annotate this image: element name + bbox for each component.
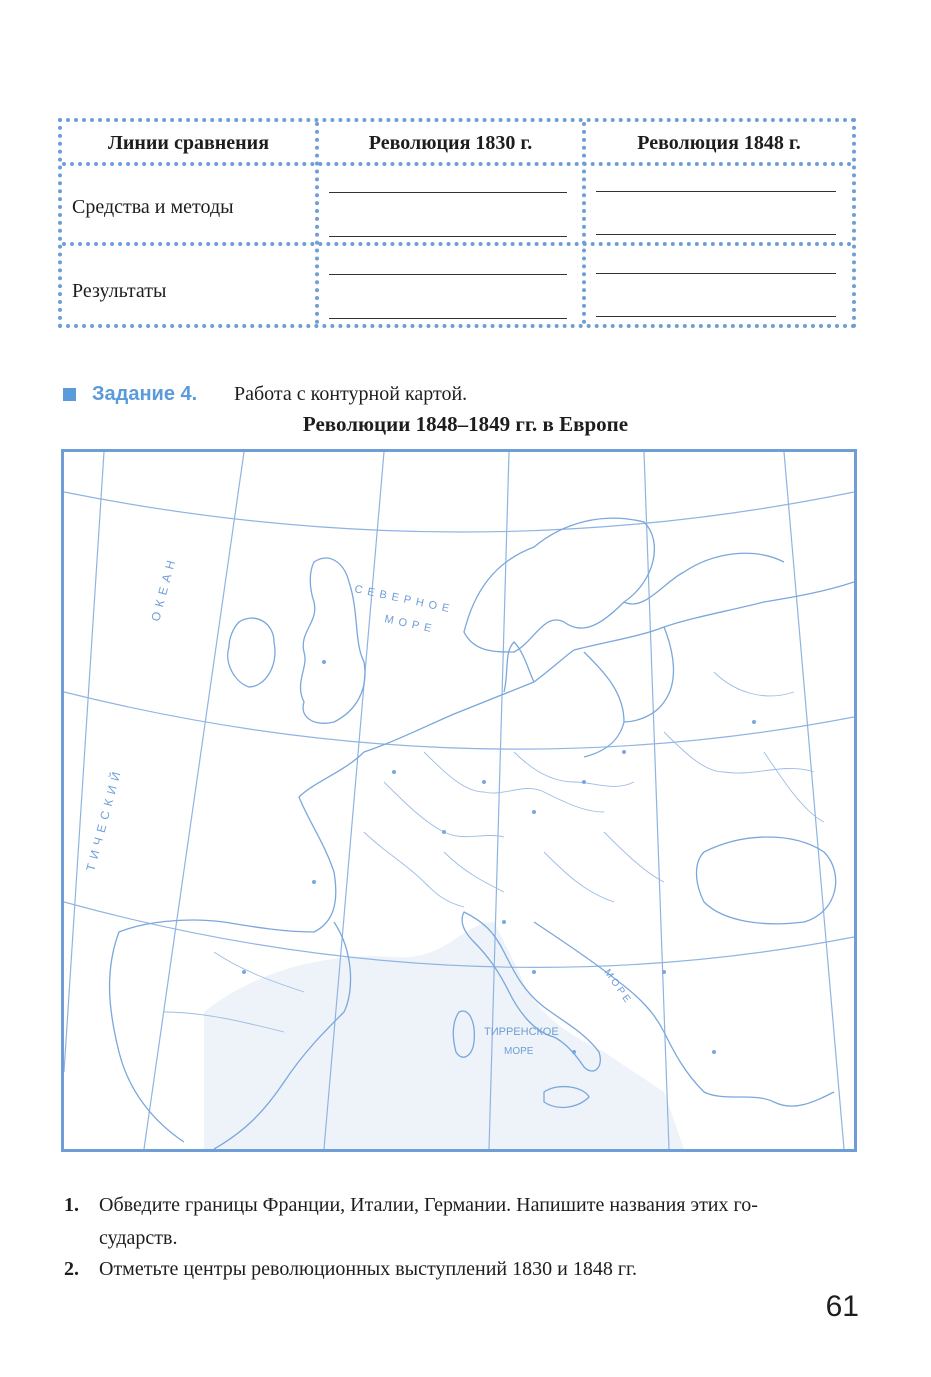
task-text: Работа с контурной картой. <box>234 383 468 405</box>
map-title: Революции 1848–1849 гг. в Европе <box>302 412 629 436</box>
mediterranean-sea-area <box>204 922 684 1149</box>
header-revolution-1830: Революция 1830 г. <box>368 132 533 154</box>
instruction-text: Обведите границы Франции, Италии, Германии. Напишите названия этих го- <box>99 1194 758 1216</box>
instruction-number: 1. <box>64 1194 79 1216</box>
row-label-means-methods: Средства и методы <box>72 196 234 218</box>
answer-line[interactable] <box>596 191 836 192</box>
label-north-sea-2: М О Р Е <box>383 613 434 636</box>
instruction-text-continued: сударств. <box>99 1227 178 1249</box>
comparison-table <box>58 118 856 328</box>
label-ocean: О К Е А Н <box>148 557 179 623</box>
row-label-results: Результаты <box>72 280 167 302</box>
task-bullet-icon <box>63 388 76 401</box>
graticule-parallels <box>64 492 854 967</box>
contour-map[interactable] <box>61 449 857 1152</box>
map-drawing <box>64 452 854 1149</box>
answer-line[interactable] <box>596 316 836 317</box>
label-north-sea: С Е В Е Р Н О Е <box>353 583 452 616</box>
header-revolution-1848: Революция 1848 г. <box>637 132 801 154</box>
instruction-2 <box>64 1253 864 1286</box>
label-tyrrhenian-sea: МОРЕ <box>504 1046 534 1057</box>
label-atlantic: Т И Ч Е С К И Й <box>83 769 124 873</box>
header-comparison-lines: Линии сравнения <box>107 132 270 154</box>
instruction-text: Отметьте центры революционных выступлений 1830 и 1848 гг. <box>99 1258 637 1280</box>
task-label: Задание 4. <box>92 383 198 405</box>
page-number: 61 <box>825 1290 859 1323</box>
instruction-1 <box>64 1189 864 1255</box>
label-tyrrhenian: ТИРРЕНСКОЕ <box>484 1026 559 1038</box>
answer-line[interactable] <box>329 274 567 275</box>
answer-line[interactable] <box>329 192 567 193</box>
answer-line[interactable] <box>596 234 836 235</box>
row-separator <box>62 242 852 246</box>
answer-line[interactable] <box>329 318 567 319</box>
instruction-number: 2. <box>64 1258 79 1280</box>
answer-line[interactable] <box>329 236 567 237</box>
header-separator <box>62 162 852 166</box>
answer-line[interactable] <box>596 273 836 274</box>
label-adriatic: М О Р Е <box>601 967 633 1005</box>
